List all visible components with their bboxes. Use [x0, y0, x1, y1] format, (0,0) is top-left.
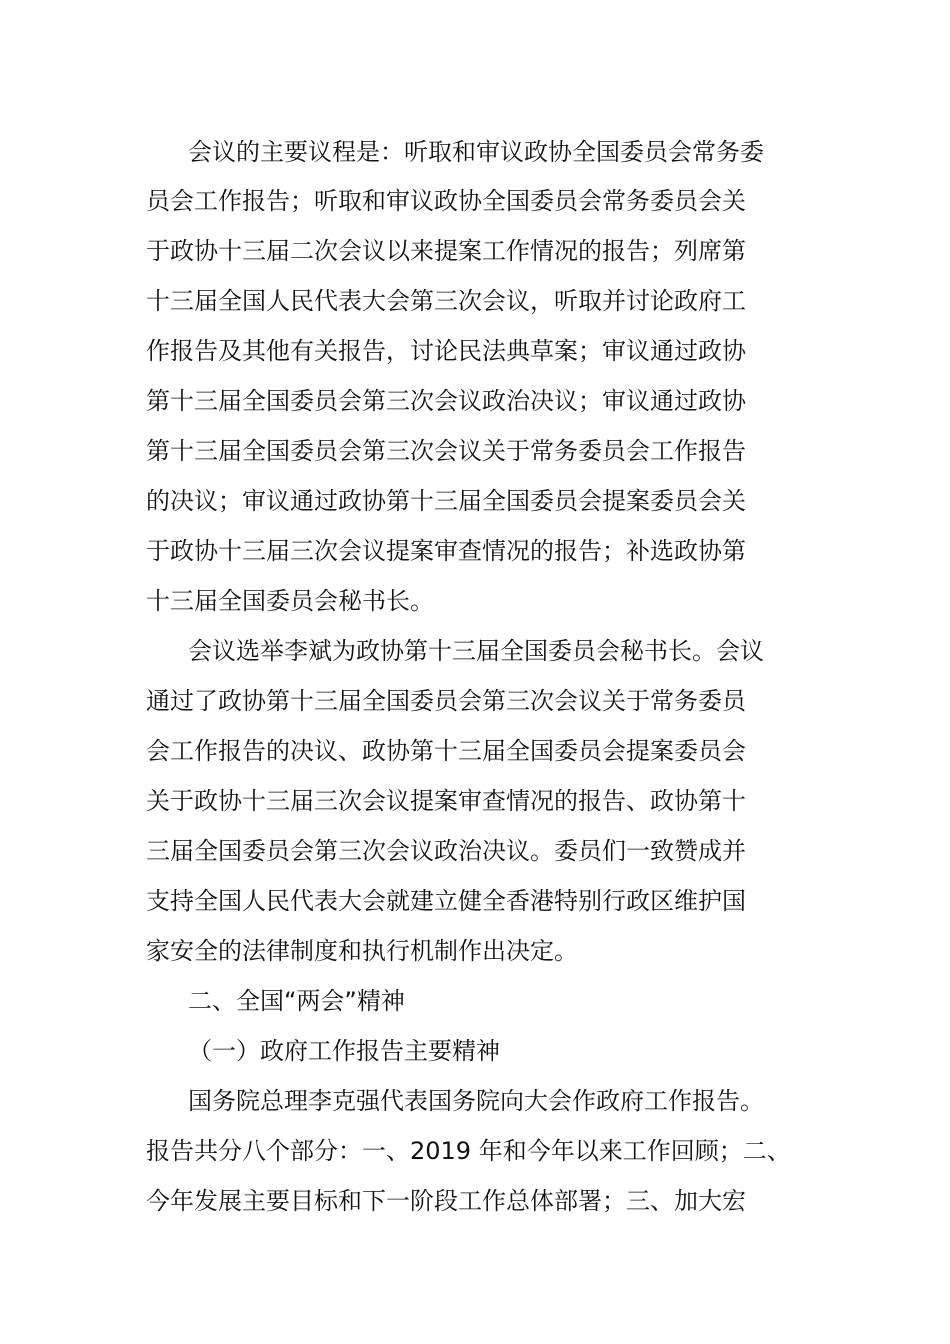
paragraph-line: 报告共分八个部分：一、2019 年和今年以来工作回顾；二、: [146, 1137, 791, 1165]
paragraph-line: 三届全国委员会第三次会议政治决议。委员们一致赞成并: [146, 837, 746, 865]
paragraph-line: 十三届全国人民代表大会第三次会议，听取并讨论政府工: [146, 287, 746, 315]
paragraph-line: 作报告及其他有关报告，讨论民法典草案；审议通过政协: [146, 337, 746, 365]
paragraph-line: 于政协十三届三次会议提案审查情况的报告；补选政协第: [146, 537, 746, 565]
paragraph-line: 于政协十三届二次会议以来提案工作情况的报告；列席第: [146, 237, 746, 265]
paragraph-line: 国务院总理李克强代表国务院向大会作政府工作报告。: [188, 1087, 764, 1115]
paragraph-line: 通过了政协第十三届全国委员会第三次会议关于常务委员: [146, 687, 746, 715]
subsection-heading: （一）政府工作报告主要精神: [188, 1037, 500, 1065]
paragraph-line: 的决议；审议通过政协第十三届全国委员会提案委员会关: [146, 487, 746, 515]
paragraph-line: 员会工作报告；听取和审议政协全国委员会常务委员会关: [146, 187, 746, 215]
paragraph-line: 十三届全国委员会秘书长。: [146, 587, 434, 615]
paragraph-line: 会议的主要议程是：听取和审议政协全国委员会常务委: [188, 138, 764, 166]
paragraph-line: 家安全的法律制度和执行机制作出决定。: [146, 937, 578, 965]
section-heading: 二、全国“两会”精神: [188, 987, 405, 1015]
paragraph-line: 第十三届全国委员会第三次会议关于常务委员会工作报告: [146, 437, 746, 465]
paragraph-line: 今年发展主要目标和下一阶段工作总体部署；三、加大宏: [146, 1187, 746, 1215]
paragraph-line: 会议选举李斌为政协第十三届全国委员会秘书长。会议: [188, 637, 764, 665]
paragraph-line: 会工作报告的决议、政协第十三届全国委员会提案委员会: [146, 737, 746, 765]
paragraph-line: 关于政协十三届三次会议提案审查情况的报告、政协第十: [146, 787, 746, 815]
paragraph-line: 支持全国人民代表大会就建立健全香港特别行政区维护国: [146, 887, 746, 915]
paragraph-line: 第十三届全国委员会第三次会议政治决议；审议通过政协: [146, 387, 746, 415]
